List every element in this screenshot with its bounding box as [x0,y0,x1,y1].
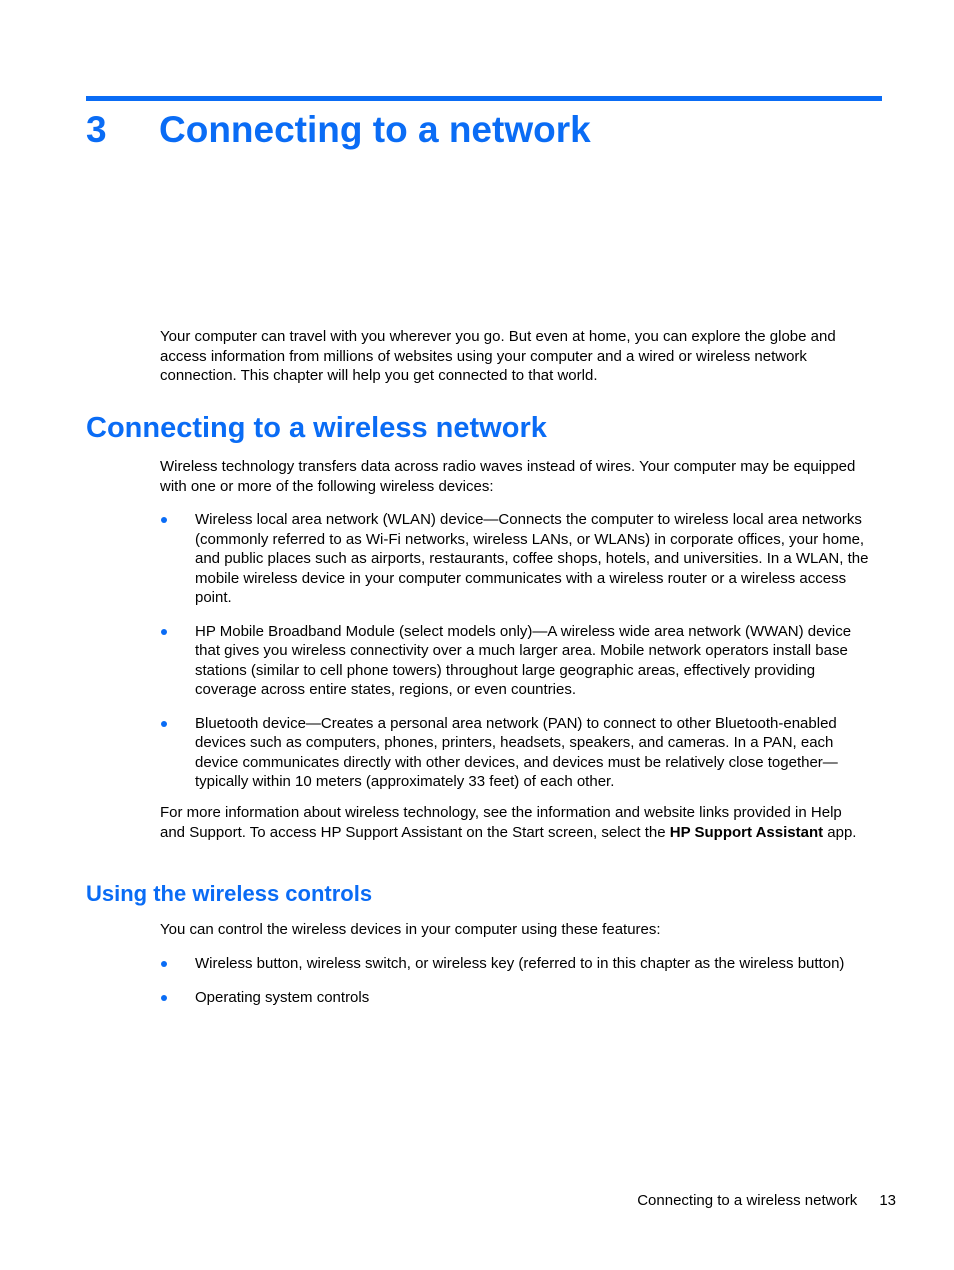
list-item [160,622,880,700]
list-item-text: Wireless button, wireless switch, or wireless key (referred to in this chapter as the wireless button) [195,955,845,972]
list-item [160,510,880,608]
list-item [160,954,880,974]
page-number: 13 [879,1192,896,1209]
wireless-devices-list [160,510,880,792]
chapter-title: Connecting to a network [159,109,591,150]
wireless-controls-list [160,954,880,1007]
bullet-icon [161,961,167,967]
list-item [160,988,880,1008]
more-info-paragraph [160,803,860,842]
bullet-icon [161,517,167,523]
chapter-rule [86,96,882,101]
wireless-intro-paragraph: Wireless technology transfers data across radio waves instead of wires. Your computer may be equipped with one or more of the following wireless devices: [160,458,856,495]
list-item-text: Operating system controls [195,988,370,1006]
wireless-controls-paragraph: You can control the wireless devices in your computer using these features: [160,921,661,938]
section-heading-wireless-controls: Using the wireless controls [86,881,373,906]
footer-section-title: Connecting to a wireless network [637,1192,858,1209]
chapter-number: 3 [86,109,107,150]
section-heading-wireless-network: Connecting to a wireless network [86,412,547,444]
chapter-heading [86,106,591,154]
bullet-icon [161,629,167,635]
hp-support-assistant-app-name: HP Support Assistant [669,823,824,841]
intro-paragraph: Your computer can travel with you wherever you go. But even at home, you can explore the globe and access information from millions of websites using your computer and a wired or wireless network connection. This chapter will help you get connected to that world. [160,328,836,384]
bullet-icon [161,995,167,1001]
list-item-text: Wireless local area network (WLAN) device—Connects the computer to wireless local area networks (commonly referred to as Wi-Fi networks, wireless LANs, or WLANs) in corporate offices, your home, and public places such as airports, restaurants, coffee shops, hotels, and universities. In a WLAN, the mobile wireless device in your computer communicates with a wireless router or a wireless access point. [195,511,869,606]
bullet-icon [161,721,167,727]
more-info-suffix: app. [823,823,857,841]
page-footer [637,1191,896,1211]
list-item-text: HP Mobile Broadband Module (select models only)—A wireless wide area network (WWAN) device that gives you wireless connectivity over a much larger area. Mobile network operators install base stations (similar to cell phone towers) throughout large geographic areas, effectively providing coverage across entire states, regions, or even countries. [195,622,852,698]
more-info-text: For more information about wireless technology, see the information and website links provided in Help and Support. To access HP Support Assistant on the Start screen, select the [160,804,842,841]
list-item [160,714,880,792]
list-item-text: Bluetooth device—Creates a personal area network (PAN) to connect to other Bluetooth-enabled devices such as computers, phones, printers, headsets, speakers, and cameras. In a PAN, each device communicates directly with other devices, and devices must be relatively close together—typically within 10 meters (approximately 33 feet) of each other. [195,714,838,790]
